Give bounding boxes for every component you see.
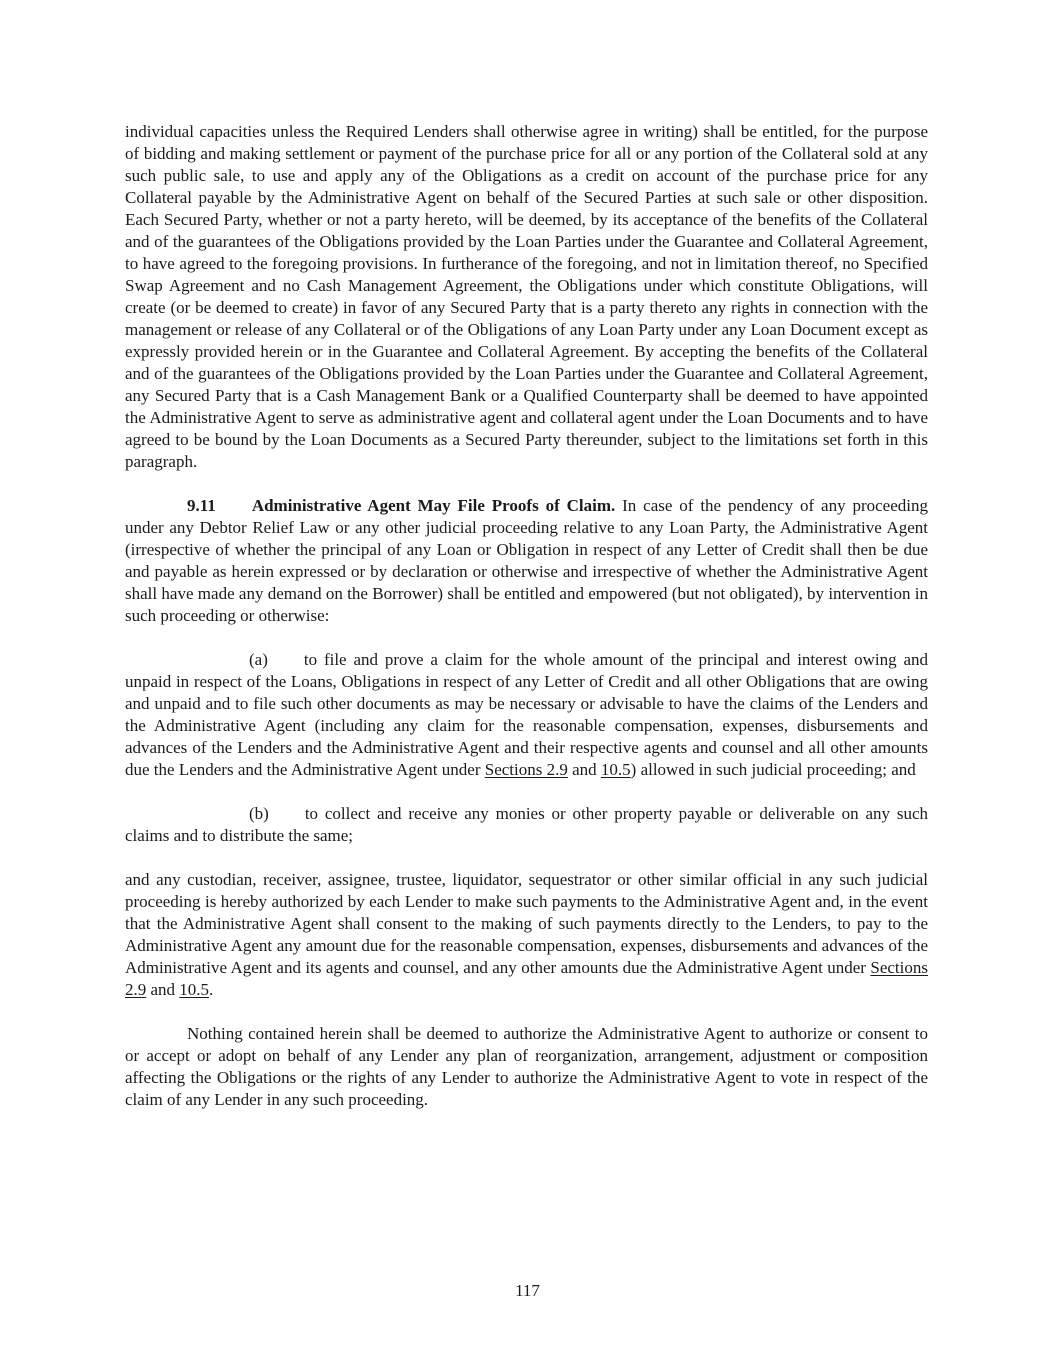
document-body [125, 121, 928, 1111]
bold-text-run: Administrative Agent May File Proofs of Claim. [251, 496, 616, 515]
text-run: (a) [249, 650, 268, 669]
paragraph-closing-limitation [125, 1023, 928, 1111]
text-run: to file and prove a claim for the whole amount of the principal and interest owing and unpaid in respect of the Loans, Obligations in respect of any Letter of Credit and all other Obligations that are owing and unpaid and to file such other documents as may be necessary or advisable to have the claims of the Lenders and the Administrative Agent (including any claim for the reasonable compensation, expenses, disbursements and advances of the Lenders and the Administrative Agent and their respective agents and counsel and all other amounts due the Lenders and the Administrative Agent under [125, 650, 928, 779]
text-run: . [209, 980, 214, 999]
paragraph-clause-a [125, 649, 928, 781]
bold-text-run: 9.11 [187, 496, 216, 515]
text-run: to collect and receive any monies or other property payable or deliverable on any such claims and to distribute the same; [125, 804, 928, 845]
section-reference: 10.5 [600, 760, 631, 779]
text-run: and [567, 760, 601, 779]
paragraph-custodian-authorization [125, 869, 928, 1001]
text-run: and [146, 980, 180, 999]
text-run: ) allowed in such judicial proceeding; and [630, 760, 916, 779]
text-run: In case of the pendency of any proceeding under any Debtor Relief Law or any other judicial proceeding relative to any Loan Party, the Administrative Agent (irrespective of whether the principal of any Loan or Obligation in respect of any Letter of Credit shall then be due and payable as herein expressed or by declaration or otherwise and irrespective of whether the Administrative Agent shall have made any demand on the Borrower) shall be entitled and empowered (but not obligated), by intervention in such proceeding or otherwise: [125, 496, 928, 625]
paragraph-clause-b [125, 803, 928, 847]
paragraph-section-9-11 [125, 495, 928, 627]
section-reference: Sections 2.9 [484, 760, 568, 779]
paragraph-sale-of-collateral-continuation [125, 121, 928, 473]
section-reference: 10.5 [179, 980, 210, 999]
text-run: Nothing contained herein shall be deemed to authorize the Administrative Agent to authorize or consent to or accept or adopt on behalf of any Lender any plan of reorganization, arrangement, adjustment or composition affecting the Obligations or the rights of any Lender to authorize the Administrative Agent to vote in respect of the claim of any Lender in any such proceeding. [125, 1024, 928, 1109]
section-reference: Sections 2.9 [125, 958, 928, 999]
text-run: and any custodian, receiver, assignee, trustee, liquidator, sequestrator or other similar official in any such judicial proceeding is hereby authorized by each Lender to make such payments to the Administrative Agent and, in the event that the Administrative Agent shall consent to the making of such payments directly to the Lenders, to pay to the Administrative Agent any amount due for the reasonable compensation, expenses, disbursements and advances of the Administrative Agent and its agents and counsel, and any other amounts due the Administrative Agent under [125, 870, 928, 977]
page-number: 117 [515, 1281, 540, 1300]
text-run: (b) [249, 804, 269, 823]
text-run: individual capacities unless the Required Lenders shall otherwise agree in writing) shall be entitled, for the purpose of bidding and making settlement or payment of the purchase price for all or any portion of the Collateral sold at any such public sale, to use and apply any of the Obligations as a credit on account of the purchase price for any Collateral payable by the Administrative Agent on behalf of the Secured Parties at such sale or other disposition. Each Secured Party, whether or not a party hereto, will be deemed, by its acceptance of the benefits of the Collateral and of the guarantees of the Obligations provided by the Loan Parties under the Guarantee and Collateral Agreement, to have agreed to the foregoing provisions. In furtherance of the foregoing, and not in limitation thereof, no Specified Swap Agreement and no Cash Management Agreement, the Obligations under which constitute Obligations, will create (or be deemed to create) in favor of any Secured Party that is a party thereto any rights in connection with the management or release of any Collateral or of the Obligations of any Loan Party under any Loan Document except as expressly provided herein or in the Guarantee and Collateral Agreement. By accepting the benefits of the Collateral and of the guarantees of the Obligations provided by the Loan Parties under the Guarantee and Collateral Agreement, any Secured Party that is a Cash Management Bank or a Qualified Counterparty shall be deemed to have appointed the Administrative Agent to serve as administrative agent and collateral agent under the Loan Documents and to have agreed to be bound by the Loan Documents as a Secured Party thereunder, subject to the limitations set forth in this paragraph. [125, 122, 928, 471]
